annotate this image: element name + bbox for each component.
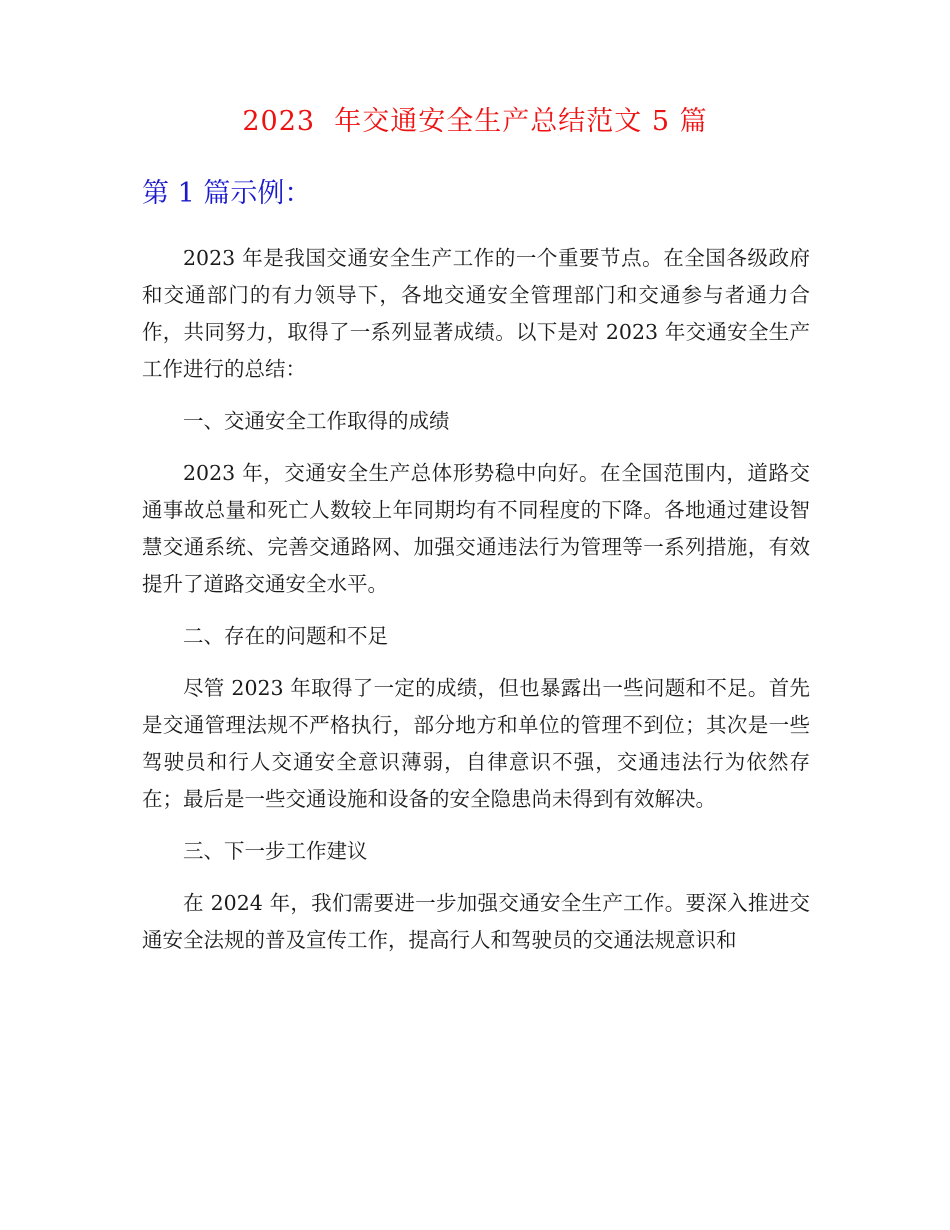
paragraph-suggestions: 在 2024 年，我们需要进一步加强交通安全生产工作。要深入推进交通安全法规的普及宣传工作，提高行人和驾驶员的交通法规意识和: [142, 891, 810, 952]
paragraph-intro: 2023 年是我国交通安全生产工作的一个重要节点。在全国各级政府和交通部门的有力领导下，各地交通安全管理部门和交通参与者通力合作，共同努力，取得了一系列显著成绩。以下是对 2023 年交通安全生产工作进行的总结：: [142, 246, 810, 381]
document-title: 2023 年交通安全生产总结范文 5 篇: [242, 106, 708, 137]
paragraph-achievements: 2023 年，交通安全生产总体形势稳中向好。在全国范围内，道路交通事故总量和死亡人数较上年同期均有不同程度的下降。各地通过建设智慧交通系统、完善交通路网、加强交通违法行为管理等一系列措施，有效提升了道路交通安全水平。: [142, 461, 810, 596]
subheading-problems: 二、存在的问题和不足: [183, 624, 388, 648]
subheading-suggestions: 三、下一步工作建议: [183, 839, 368, 863]
subheading-achievements: 一、交通安全工作取得的成绩: [183, 409, 450, 433]
section-heading: 第 1 篇示例：: [142, 178, 312, 209]
document-body: [142, 240, 810, 974]
paragraph-problems: 尽管 2023 年取得了一定的成绩，但也暴露出一些问题和不足。首先是交通管理法规不严格执行，部分地方和单位的管理不到位；其次是一些驾驶员和行人交通安全意识薄弱，自律意识不强，交通违法行为依然存在；最后是一些交通设施和设备的安全隐患尚未得到有效解决。: [142, 676, 810, 811]
